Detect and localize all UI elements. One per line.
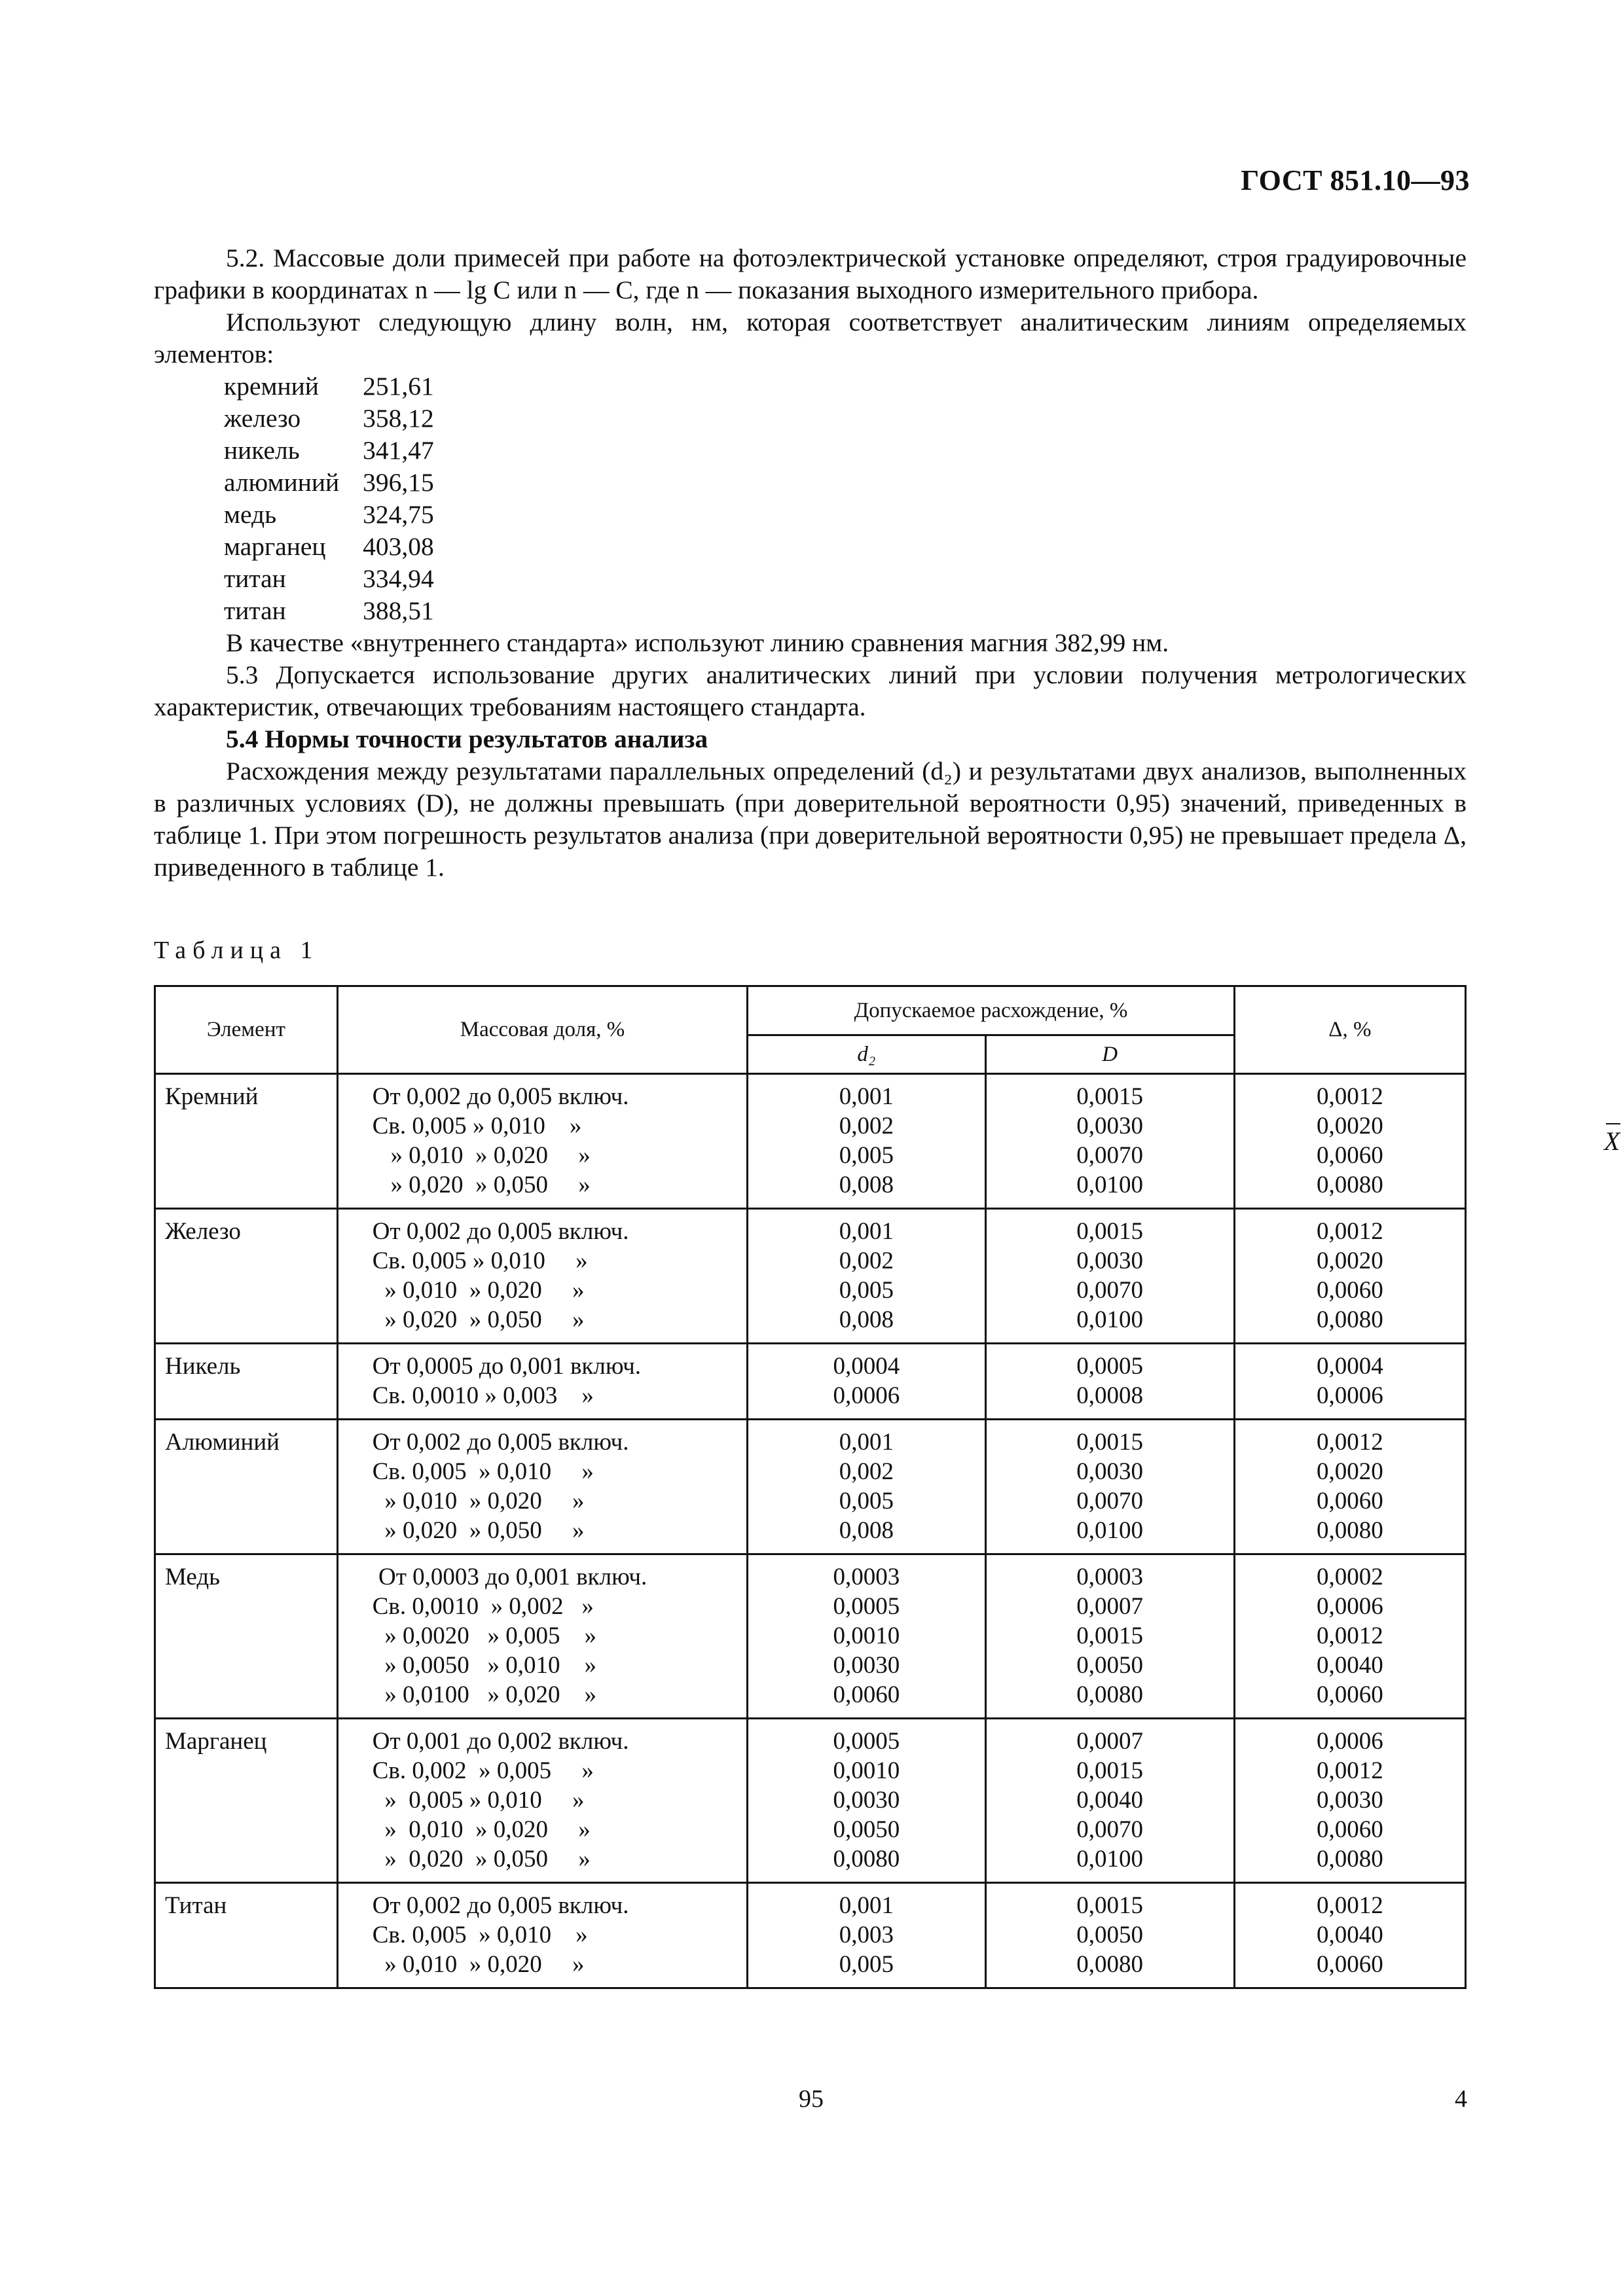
row-D-values: 0,0015 0,0030 0,0070 0,0100 bbox=[985, 1074, 1234, 1209]
wavelength-element: железо bbox=[224, 404, 301, 433]
paragraph-internal-standard: В качестве «внутреннего стандарта» используют линию сравнения магния 382,99 нм. bbox=[226, 628, 1169, 657]
row-mass-ranges: От 0,0005 до 0,001 включ. Св. 0,0010 » 0,003 » bbox=[337, 1344, 748, 1420]
header-delta: Δ, % bbox=[1234, 986, 1465, 1074]
row-delta-values: 0,0012 0,0020 0,0060 0,0080 bbox=[1234, 1209, 1465, 1344]
paragraph-5-2: 5.2. Массовые доли примесей при работе на фотоэлектрической установке определяют, строя градуировочные графики в координатах n — lg C или n — C, где n — показания выходного измерительного прибора. bbox=[154, 243, 1467, 304]
row-delta-values: 0,0012 0,0040 0,0060 bbox=[1234, 1883, 1465, 1988]
row-mass-ranges: От 0,0003 до 0,001 включ. Св. 0,0010 » 0,002 » » 0,0020 » 0,005 » » 0,0050 » 0,010 » » 0,0100 » 0,020 » bbox=[337, 1554, 748, 1719]
wavelength-element: титан bbox=[224, 596, 286, 625]
row-element: Алюминий bbox=[155, 1420, 338, 1554]
table-row bbox=[155, 1344, 1466, 1420]
paragraph-wavelengths-intro: Используют следующую длину волн, нм, которая соответствует аналитическим линиям определяемых элементов: bbox=[154, 308, 1467, 368]
row-d2-values: 0,001 0,002 0,005 0,008 bbox=[748, 1420, 985, 1554]
wavelength-element: медь bbox=[224, 500, 277, 529]
wavelength-value: 396,15 bbox=[363, 468, 434, 497]
wavelength-element: титан bbox=[224, 564, 286, 593]
wavelength-element: марганец bbox=[224, 532, 326, 561]
margin-mark: X bbox=[1604, 1126, 1620, 1156]
row-d2-values: 0,001 0,002 0,005 0,008 bbox=[748, 1074, 985, 1209]
row-delta-values: 0,0006 0,0012 0,0030 0,0060 0,0080 bbox=[1234, 1719, 1465, 1883]
row-element: Железо bbox=[155, 1209, 338, 1344]
wavelength-row bbox=[224, 370, 434, 403]
header-d2: d₂ bbox=[748, 1035, 985, 1074]
wavelength-element: алюминий bbox=[224, 468, 340, 497]
wavelength-row bbox=[224, 467, 434, 499]
table-row bbox=[155, 1719, 1466, 1883]
row-d2-values: 0,001 0,003 0,005 bbox=[748, 1883, 985, 1988]
row-D-values: 0,0005 0,0008 bbox=[985, 1344, 1234, 1420]
row-delta-values: 0,0012 0,0020 0,0060 0,0080 bbox=[1234, 1420, 1465, 1554]
wavelength-value: 251,61 bbox=[363, 372, 434, 401]
wavelength-row bbox=[224, 499, 434, 531]
table-row bbox=[155, 1420, 1466, 1554]
table-row bbox=[155, 1554, 1466, 1719]
wavelength-element: кремний bbox=[224, 372, 319, 401]
wavelength-row bbox=[224, 435, 434, 467]
document-body bbox=[154, 242, 1467, 884]
sheet-number: 4 bbox=[1455, 2085, 1467, 2113]
table-row bbox=[155, 1883, 1466, 1988]
paragraph-5-3: 5.3 Допускается использование других аналитических линий при условии получения метрологических характеристик, отвечающих требованиям настоящего стандарта. bbox=[154, 660, 1467, 721]
row-element: Никель bbox=[155, 1344, 338, 1420]
row-mass-ranges: От 0,002 до 0,005 включ. Св. 0,005 » 0,010 » » 0,010 » 0,020 » bbox=[337, 1883, 748, 1988]
row-mass-ranges: От 0,002 до 0,005 включ. Св. 0,005 » 0,010 » » 0,010 » 0,020 » » 0,020 » 0,050 » bbox=[337, 1074, 748, 1209]
row-D-values: 0,0003 0,0007 0,0015 0,0050 0,0080 bbox=[985, 1554, 1234, 1719]
header-element: Элемент bbox=[155, 986, 338, 1074]
row-mass-ranges: От 0,002 до 0,005 включ. Св. 0,005 » 0,010 » » 0,010 » 0,020 » » 0,020 » 0,050 » bbox=[337, 1420, 748, 1554]
row-delta-values: 0,0002 0,0006 0,0012 0,0040 0,0060 bbox=[1234, 1554, 1465, 1719]
row-delta-values: 0,0012 0,0020 0,0060 0,0080 bbox=[1234, 1074, 1465, 1209]
header-allowed-discrepancy: Допускаемое расхождение, % bbox=[748, 986, 1234, 1035]
row-element: Титан bbox=[155, 1883, 338, 1988]
wavelength-row bbox=[224, 403, 434, 435]
row-D-values: 0,0015 0,0050 0,0080 bbox=[985, 1883, 1234, 1988]
wavelength-list bbox=[224, 370, 434, 627]
wavelength-value: 388,51 bbox=[363, 596, 434, 625]
row-D-values: 0,0007 0,0015 0,0040 0,0070 0,0100 bbox=[985, 1719, 1234, 1883]
row-d2-values: 0,001 0,002 0,005 0,008 bbox=[748, 1209, 985, 1344]
wavelength-row bbox=[224, 595, 434, 627]
wavelength-value: 358,12 bbox=[363, 404, 434, 433]
wavelength-row bbox=[224, 563, 434, 595]
table-row bbox=[155, 1074, 1466, 1209]
page-number: 95 bbox=[799, 2085, 824, 2113]
wavelength-value: 324,75 bbox=[363, 500, 434, 529]
row-mass-ranges: От 0,002 до 0,005 включ. Св. 0,005 » 0,010 » » 0,010 » 0,020 » » 0,020 » 0,050 » bbox=[337, 1209, 748, 1344]
row-d2-values: 0,0004 0,0006 bbox=[748, 1344, 985, 1420]
table-caption: Таблица 1 bbox=[154, 937, 319, 964]
header-D: D bbox=[985, 1035, 1234, 1074]
wavelength-value: 341,47 bbox=[363, 436, 434, 465]
row-element: Кремний bbox=[155, 1074, 338, 1209]
row-D-values: 0,0015 0,0030 0,0070 0,0100 bbox=[985, 1420, 1234, 1554]
row-delta-values: 0,0004 0,0006 bbox=[1234, 1344, 1465, 1420]
header-mass-fraction: Массовая доля, % bbox=[337, 986, 748, 1074]
row-d2-values: 0,0005 0,0010 0,0030 0,0050 0,0080 bbox=[748, 1719, 985, 1883]
table-row bbox=[155, 1209, 1466, 1344]
row-mass-ranges: От 0,001 до 0,002 включ. Св. 0,002 » 0,005 » » 0,005 » 0,010 » » 0,010 » 0,020 » » 0,020 » 0,050 » bbox=[337, 1719, 748, 1883]
standard-code: ГОСТ 851.10—93 bbox=[1241, 164, 1470, 196]
row-element: Медь bbox=[155, 1554, 338, 1719]
paragraph-5-4: Расхождения между результатами параллельных определений (d₂) и результатами двух анализов, выполненных в различных условиях (D), не должны превышать (при доверительной вероятности 0,95) значений, приведенных в таблице 1. При этом погрешность результатов анализа (при доверительной вероятности 0,95) не превышает предела Δ, приведенного в таблице 1. bbox=[154, 757, 1467, 882]
accuracy-table bbox=[154, 985, 1467, 1989]
wavelength-row bbox=[224, 531, 434, 563]
wavelength-value: 403,08 bbox=[363, 532, 434, 561]
row-D-values: 0,0015 0,0030 0,0070 0,0100 bbox=[985, 1209, 1234, 1344]
row-d2-values: 0,0003 0,0005 0,0010 0,0030 0,0060 bbox=[748, 1554, 985, 1719]
section-5-4-title: 5.4 Нормы точности результатов анализа bbox=[226, 725, 708, 753]
wavelength-value: 334,94 bbox=[363, 564, 434, 593]
row-element: Марганец bbox=[155, 1719, 338, 1883]
wavelength-element: никель bbox=[224, 436, 300, 465]
